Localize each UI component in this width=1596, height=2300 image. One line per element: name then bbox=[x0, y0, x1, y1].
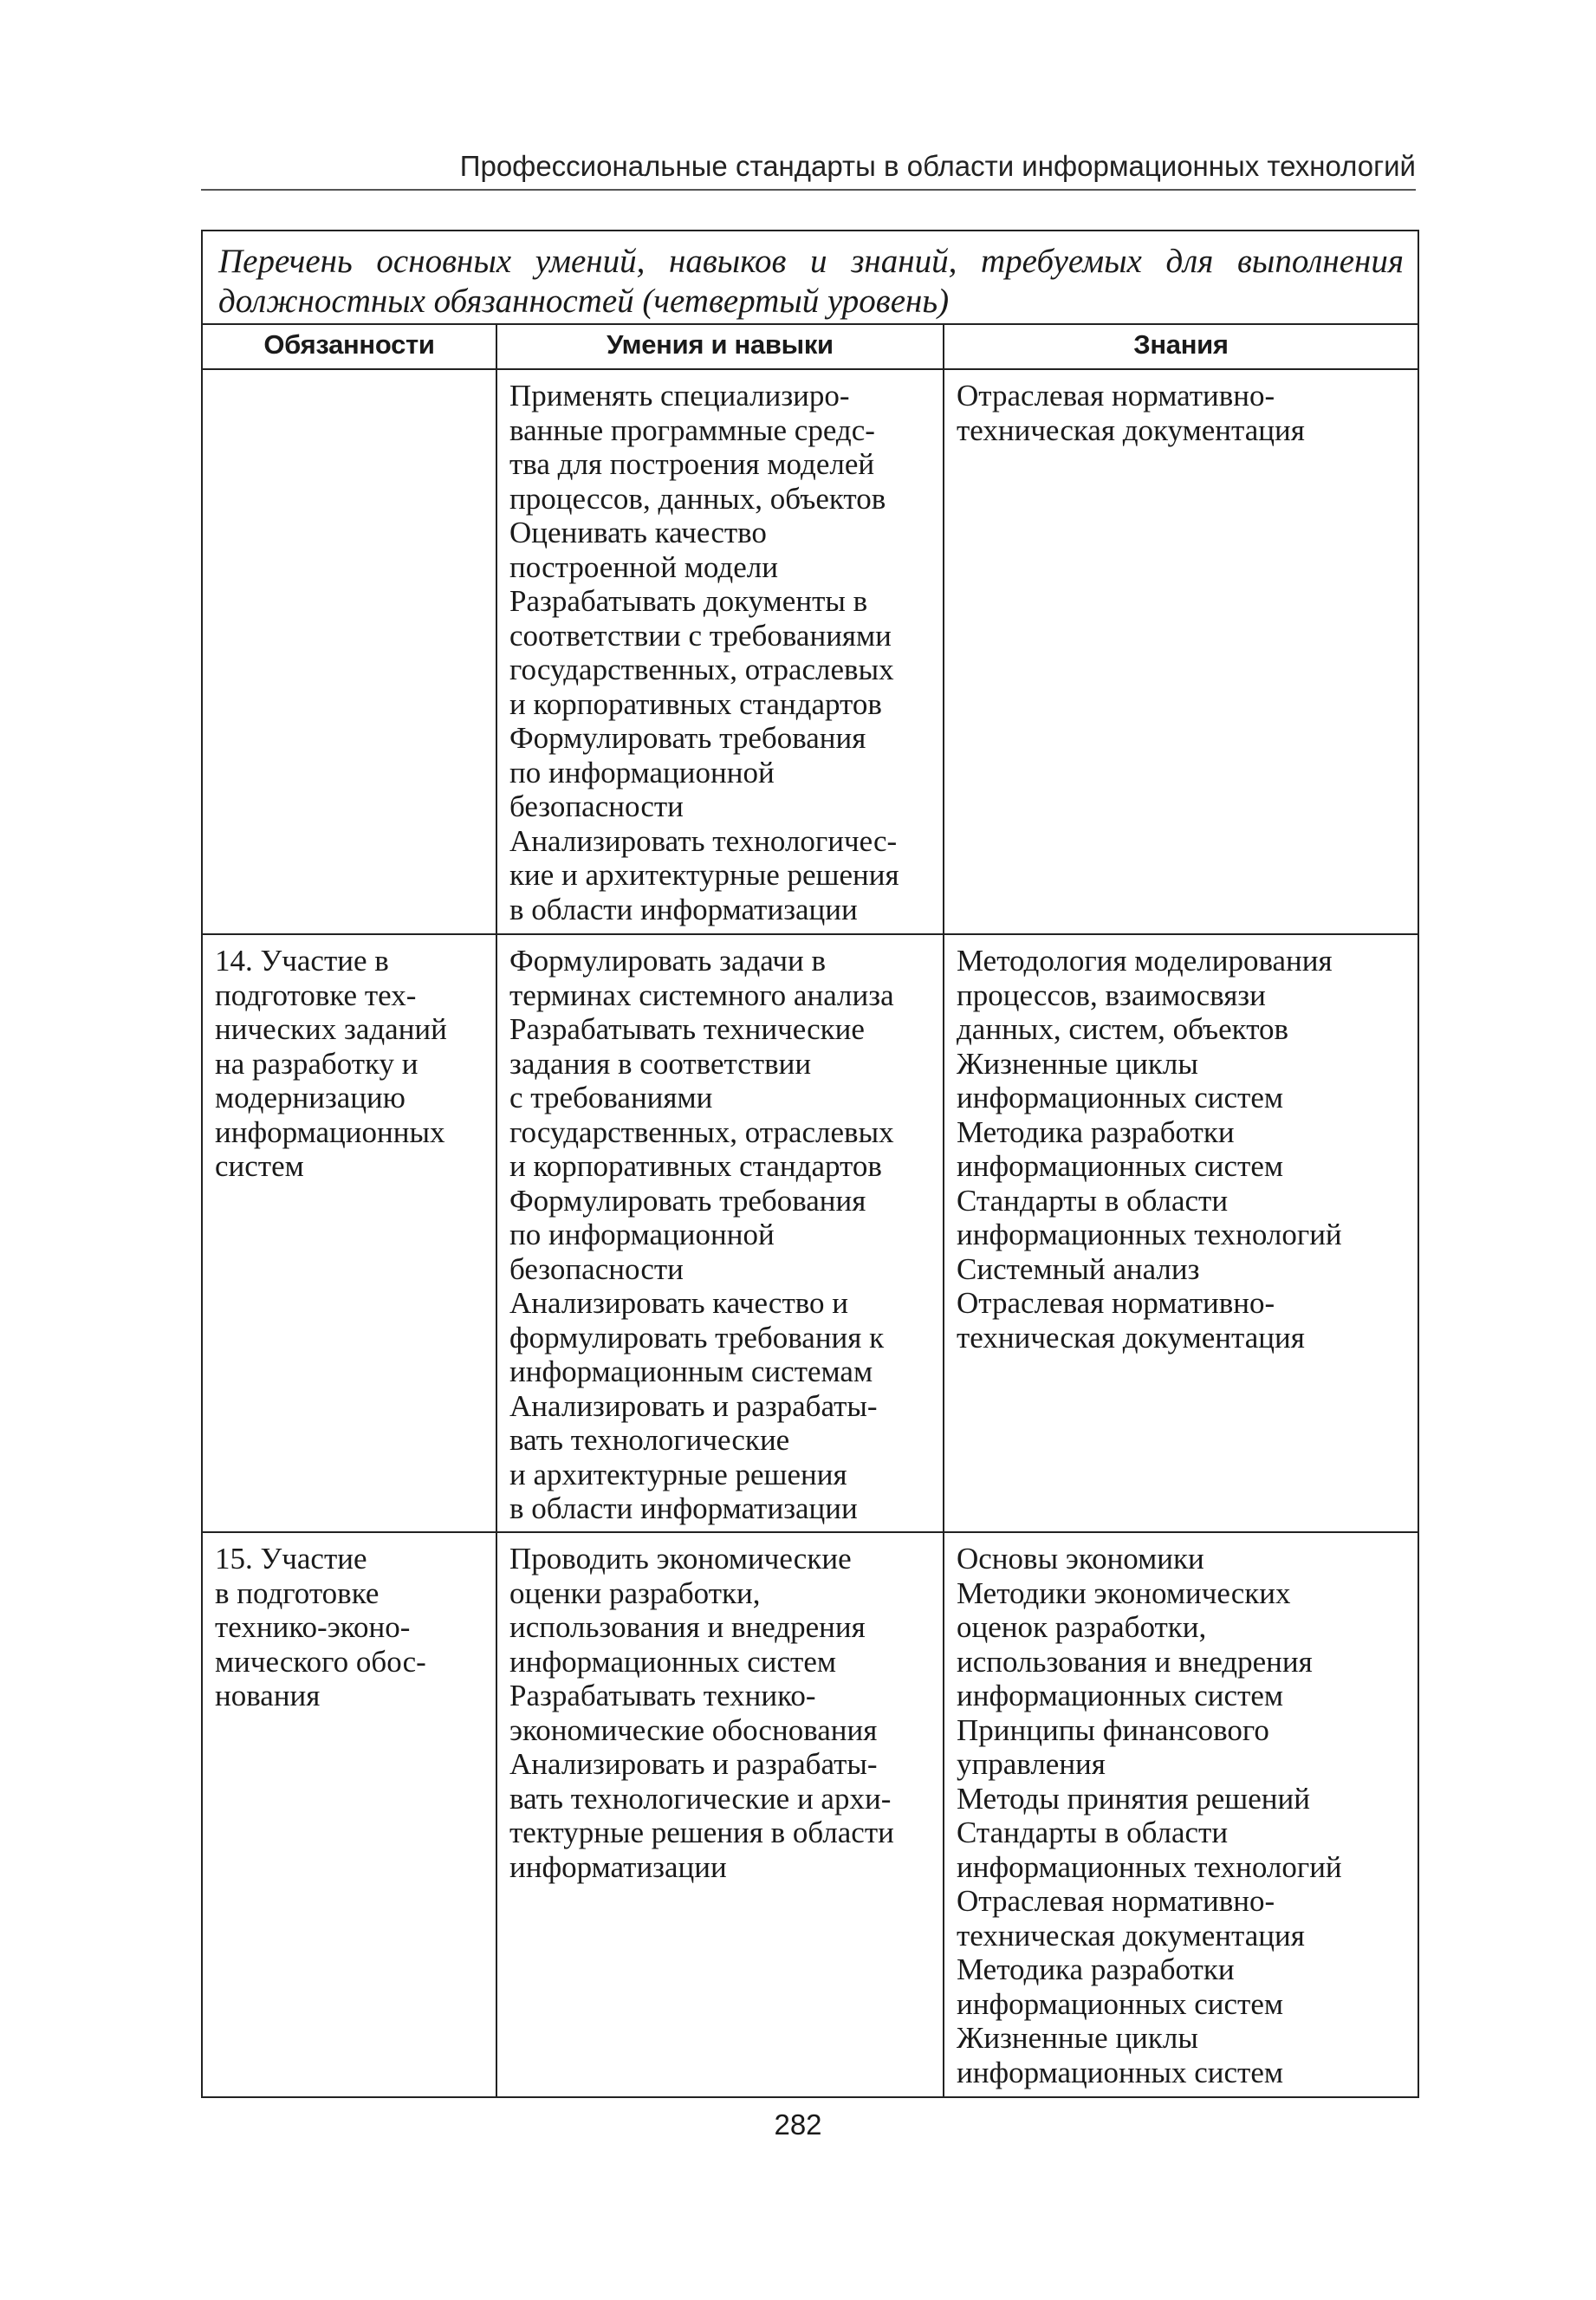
skills-cell bbox=[496, 934, 944, 1532]
skill-item: Анализировать и разрабаты- вать технологические и архи- тектурные решения в области информатизации bbox=[509, 1747, 894, 1884]
duty-cell bbox=[202, 934, 496, 1532]
skill-item: Разрабатывать технико- экономические обоснования bbox=[509, 1679, 878, 1747]
duty-text: 15. Участие в подготовке технико-эконо- мического обос- нования bbox=[215, 1542, 426, 1712]
skill-item: Формулировать требования по информационной безопасности bbox=[509, 1183, 866, 1286]
table-row bbox=[202, 1532, 1418, 2097]
table-caption-line: должностных обязанностей (четвертый уровень) bbox=[218, 283, 950, 320]
column-header-knowledge: Знания bbox=[944, 324, 1418, 369]
knowledge-item: Методика разработки информационных систем bbox=[957, 1952, 1284, 2021]
skill-item: Анализировать качество и формулировать требования к информационным системам bbox=[509, 1286, 885, 1388]
knowledge-item: Методология моделирования процессов, взаимосвязи данных, систем, объектов bbox=[957, 944, 1333, 1046]
running-header: Профессиональные стандарты в области информационных технологий bbox=[459, 150, 1416, 182]
skill-item: Анализировать технологичес- кие и архитектурные решения в области информатизации bbox=[509, 823, 899, 926]
knowledge-item: Методика разработки информационных систем bbox=[957, 1114, 1284, 1183]
table-caption bbox=[202, 231, 1418, 324]
knowledge-cell bbox=[944, 934, 1418, 1532]
table-row bbox=[202, 934, 1418, 1532]
knowledge-item: Системный анализ bbox=[957, 1251, 1200, 1286]
knowledge-cell bbox=[944, 369, 1418, 934]
skill-item: Проводить экономические оценки разработки, использования и внедрения информационных систем bbox=[509, 1542, 866, 1679]
knowledge-item: Методики экономических оценок разработки, использования и внедрения информационных систем bbox=[957, 1576, 1313, 1712]
duty-cell bbox=[202, 369, 496, 934]
knowledge-item: Стандарты в области информационных технологий bbox=[957, 1183, 1342, 1251]
skill-item: Анализировать и разрабаты- вать технологические и архитектурные решения в области информатизации bbox=[509, 1388, 878, 1525]
knowledge-item: Жизненные циклы информационных систем bbox=[957, 2021, 1284, 2089]
skill-item: Разрабатывать технические задания в соответствии с требованиями государственных, отраслевых и корпоративных стандартов bbox=[509, 1012, 894, 1183]
column-header-skills: Умения и навыки bbox=[496, 324, 944, 369]
knowledge-item: Отраслевая нормативно- техническая документация bbox=[957, 379, 1305, 447]
skills-table bbox=[201, 230, 1419, 2098]
knowledge-item: Стандарты в области информационных технологий bbox=[957, 1816, 1342, 1884]
skill-item: Оценивать качество построенной модели bbox=[509, 516, 778, 584]
knowledge-item: Основы экономики bbox=[957, 1542, 1204, 1576]
skills-cell bbox=[496, 1532, 944, 2097]
skill-item: Формулировать требования по информационной безопасности bbox=[509, 721, 866, 823]
skill-item: Формулировать задачи в терминах системного анализа bbox=[509, 944, 894, 1012]
table-row bbox=[202, 369, 1418, 934]
column-header-duties: Обязанности bbox=[202, 324, 496, 369]
table-caption-line: Перечень основных умений, навыков и знаний, требуемых для выполнения bbox=[218, 243, 1405, 280]
duty-text: 14. Участие в подготовке тех- нических заданий на разработку и модернизацию информационных систем bbox=[215, 944, 447, 1183]
skill-item: Разрабатывать документы в соответствии с требованиями государственных, отраслевых и корпоративных стандартов bbox=[509, 584, 894, 721]
table-caption-row bbox=[202, 231, 1418, 324]
header-rule bbox=[201, 189, 1416, 191]
knowledge-cell bbox=[944, 1532, 1418, 2097]
table-header-row bbox=[202, 324, 1418, 369]
knowledge-item: Принципы финансового управления bbox=[957, 1712, 1269, 1781]
knowledge-item: Методы принятия решений bbox=[957, 1781, 1310, 1816]
page-number: 282 bbox=[774, 2108, 822, 2141]
knowledge-item: Отраслевая нормативно- техническая документация bbox=[957, 1286, 1305, 1355]
skill-item: Применять специализиро- ванные программные средс- тва для построения моделей процессов, данных, объектов bbox=[509, 379, 886, 516]
duty-cell bbox=[202, 1532, 496, 2097]
knowledge-item: Отраслевая нормативно- техническая документация bbox=[957, 1884, 1305, 1952]
knowledge-item: Жизненные циклы информационных систем bbox=[957, 1046, 1284, 1114]
skills-cell bbox=[496, 369, 944, 934]
